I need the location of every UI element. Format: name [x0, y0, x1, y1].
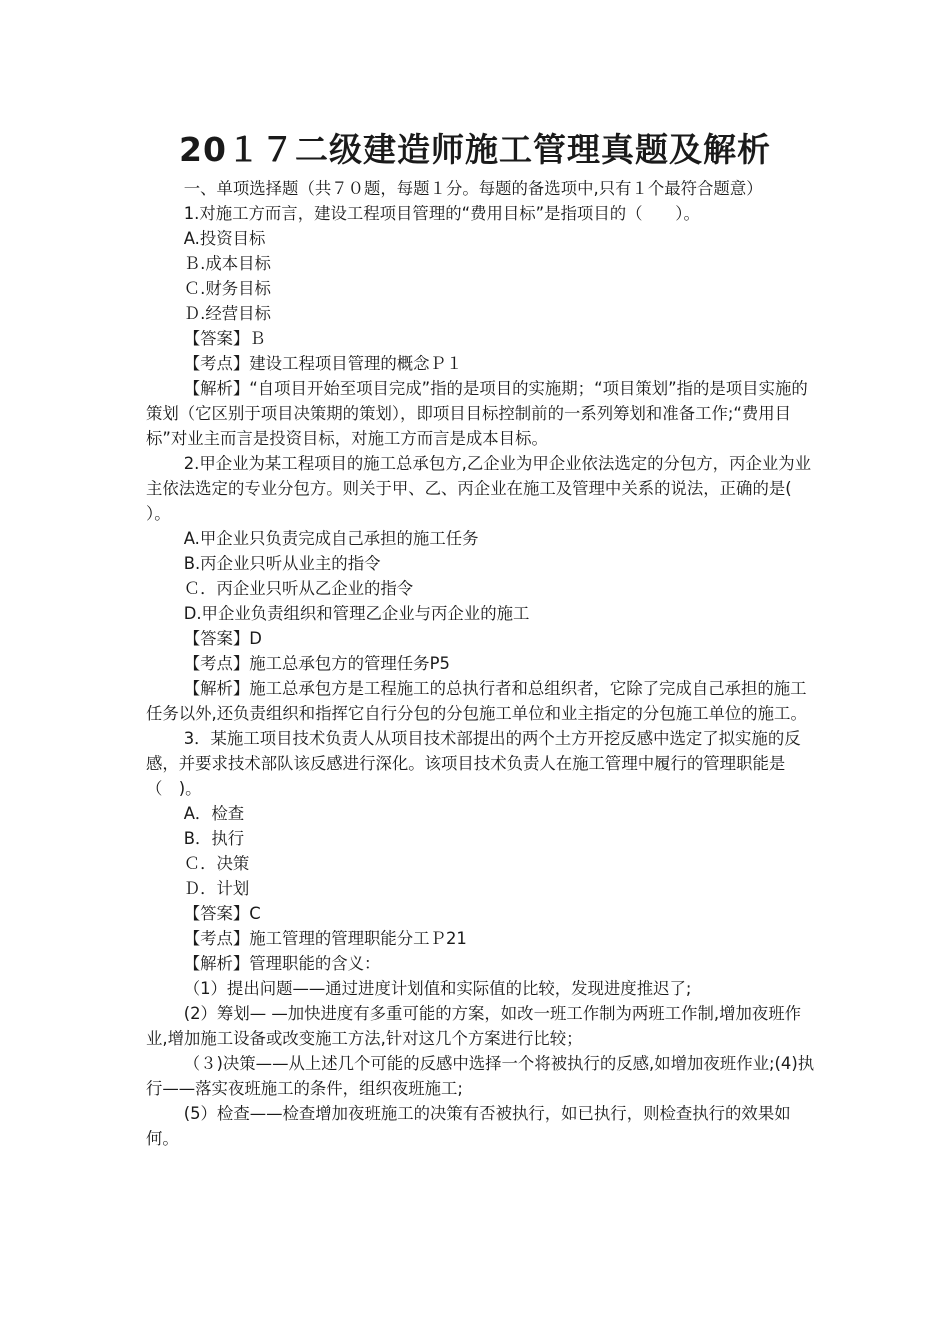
analysis-step-3-4: （３)决策——从上述几个可能的反感中选择一个将被执行的反感,如增加夜班作业;(4)执行——落实夜班施工的条件，组织夜班施工; [146, 1054, 815, 1098]
question-3-option-d: Ｄ．计划 [183, 879, 250, 898]
question-3-stem: 3．某施工项目技术负责人从项目技术部提出的两个土方开挖反感中选定了拟实施的反感，并要求技术部队该反感进行深化。该项目技术负责人在施工管理中履行的管理职能是（ )。 [146, 729, 801, 798]
analysis-step-5: (5）检查——检查增加夜班施工的决策有否被执行，如已执行，则检查执行的效果如何。 [146, 1104, 791, 1148]
question-2-option-a: A.甲企业只负责完成自己承担的施工任务 [183, 529, 479, 548]
question-1-stem: 1.对施工方而言，建设工程项目管理的“费用目标”是指项目的（ ）。 [183, 204, 700, 223]
question-3-option-b: B．执行 [183, 829, 245, 848]
question-1-option-a: A.投资目标 [183, 229, 266, 248]
question-1-option-b: Ｂ.成本目标 [183, 254, 271, 273]
question-3-analysis: 【解析】管理职能的含义： [183, 954, 381, 973]
question-1-topic: 【考点】建设工程项目管理的概念Ｐ１ [183, 354, 463, 373]
question-3-option-a: A．检查 [183, 804, 245, 823]
question-2-option-b: B.丙企业只听从业主的指令 [183, 554, 381, 573]
document-body [146, 176, 825, 1151]
section-heading: 一、单项选择题（共７０题，每题１分。每题的备选项中,只有１个最符合题意） [183, 179, 763, 198]
question-1-answer: 【答案】Ｂ [183, 329, 266, 348]
question-3-option-c: Ｃ．决策 [183, 854, 250, 873]
question-1-option-c: Ｃ.财务目标 [183, 279, 271, 298]
analysis-step-2: (2）筹划— —加快进度有多重可能的方案，如改一班工作制为两班工作制,增加夜班作业,增加施工设备或改变施工方法,针对这几个方案进行比较； [146, 1004, 802, 1048]
question-2-option-c: Ｃ．丙企业只听从乙企业的指令 [183, 579, 414, 598]
question-1-option-d: Ｄ.经营目标 [183, 304, 271, 323]
question-3-topic: 【考点】施工管理的管理职能分工Ｐ21 [183, 929, 467, 948]
document-title: 20１７二级建造师施工管理真题及解析 [179, 130, 771, 169]
analysis-step-1: （1）提出问题——通过进度计划值和实际值的比较，发现进度推迟了; [183, 979, 692, 998]
question-2-answer: 【答案】D [183, 629, 262, 648]
question-1-analysis: 【解析】“自项目开始至项目完成”指的是项目的实施期；“项目策划”指的是项目实施的策划（它区别于项目决策期的策划），即项目目标控制前的一系列筹划和准备工作;“费用目标”对业主而言是投资目标，对施工方而言是成本目标。 [146, 379, 808, 448]
question-3-answer: 【答案】C [183, 904, 261, 923]
question-2-stem: 2.甲企业为某工程项目的施工总承包方,乙企业为甲企业依法选定的分包方，丙企业为业主依法选定的专业分包方。则关于甲、乙、丙企业在施工及管理中关系的说法，正确的是( ）。 [146, 454, 825, 523]
question-2-option-d: D.甲企业负责组织和管理乙企业与丙企业的施工 [183, 604, 530, 623]
question-2-analysis: 【解析】施工总承包方是工程施工的总执行者和总组织者，它除了完成自己承担的施工任务以外,还负责组织和指挥它自行分包的分包施工单位和业主指定的分包施工单位的施工。 [146, 679, 807, 723]
question-2-topic: 【考点】施工总承包方的管理任务P5 [183, 654, 450, 673]
